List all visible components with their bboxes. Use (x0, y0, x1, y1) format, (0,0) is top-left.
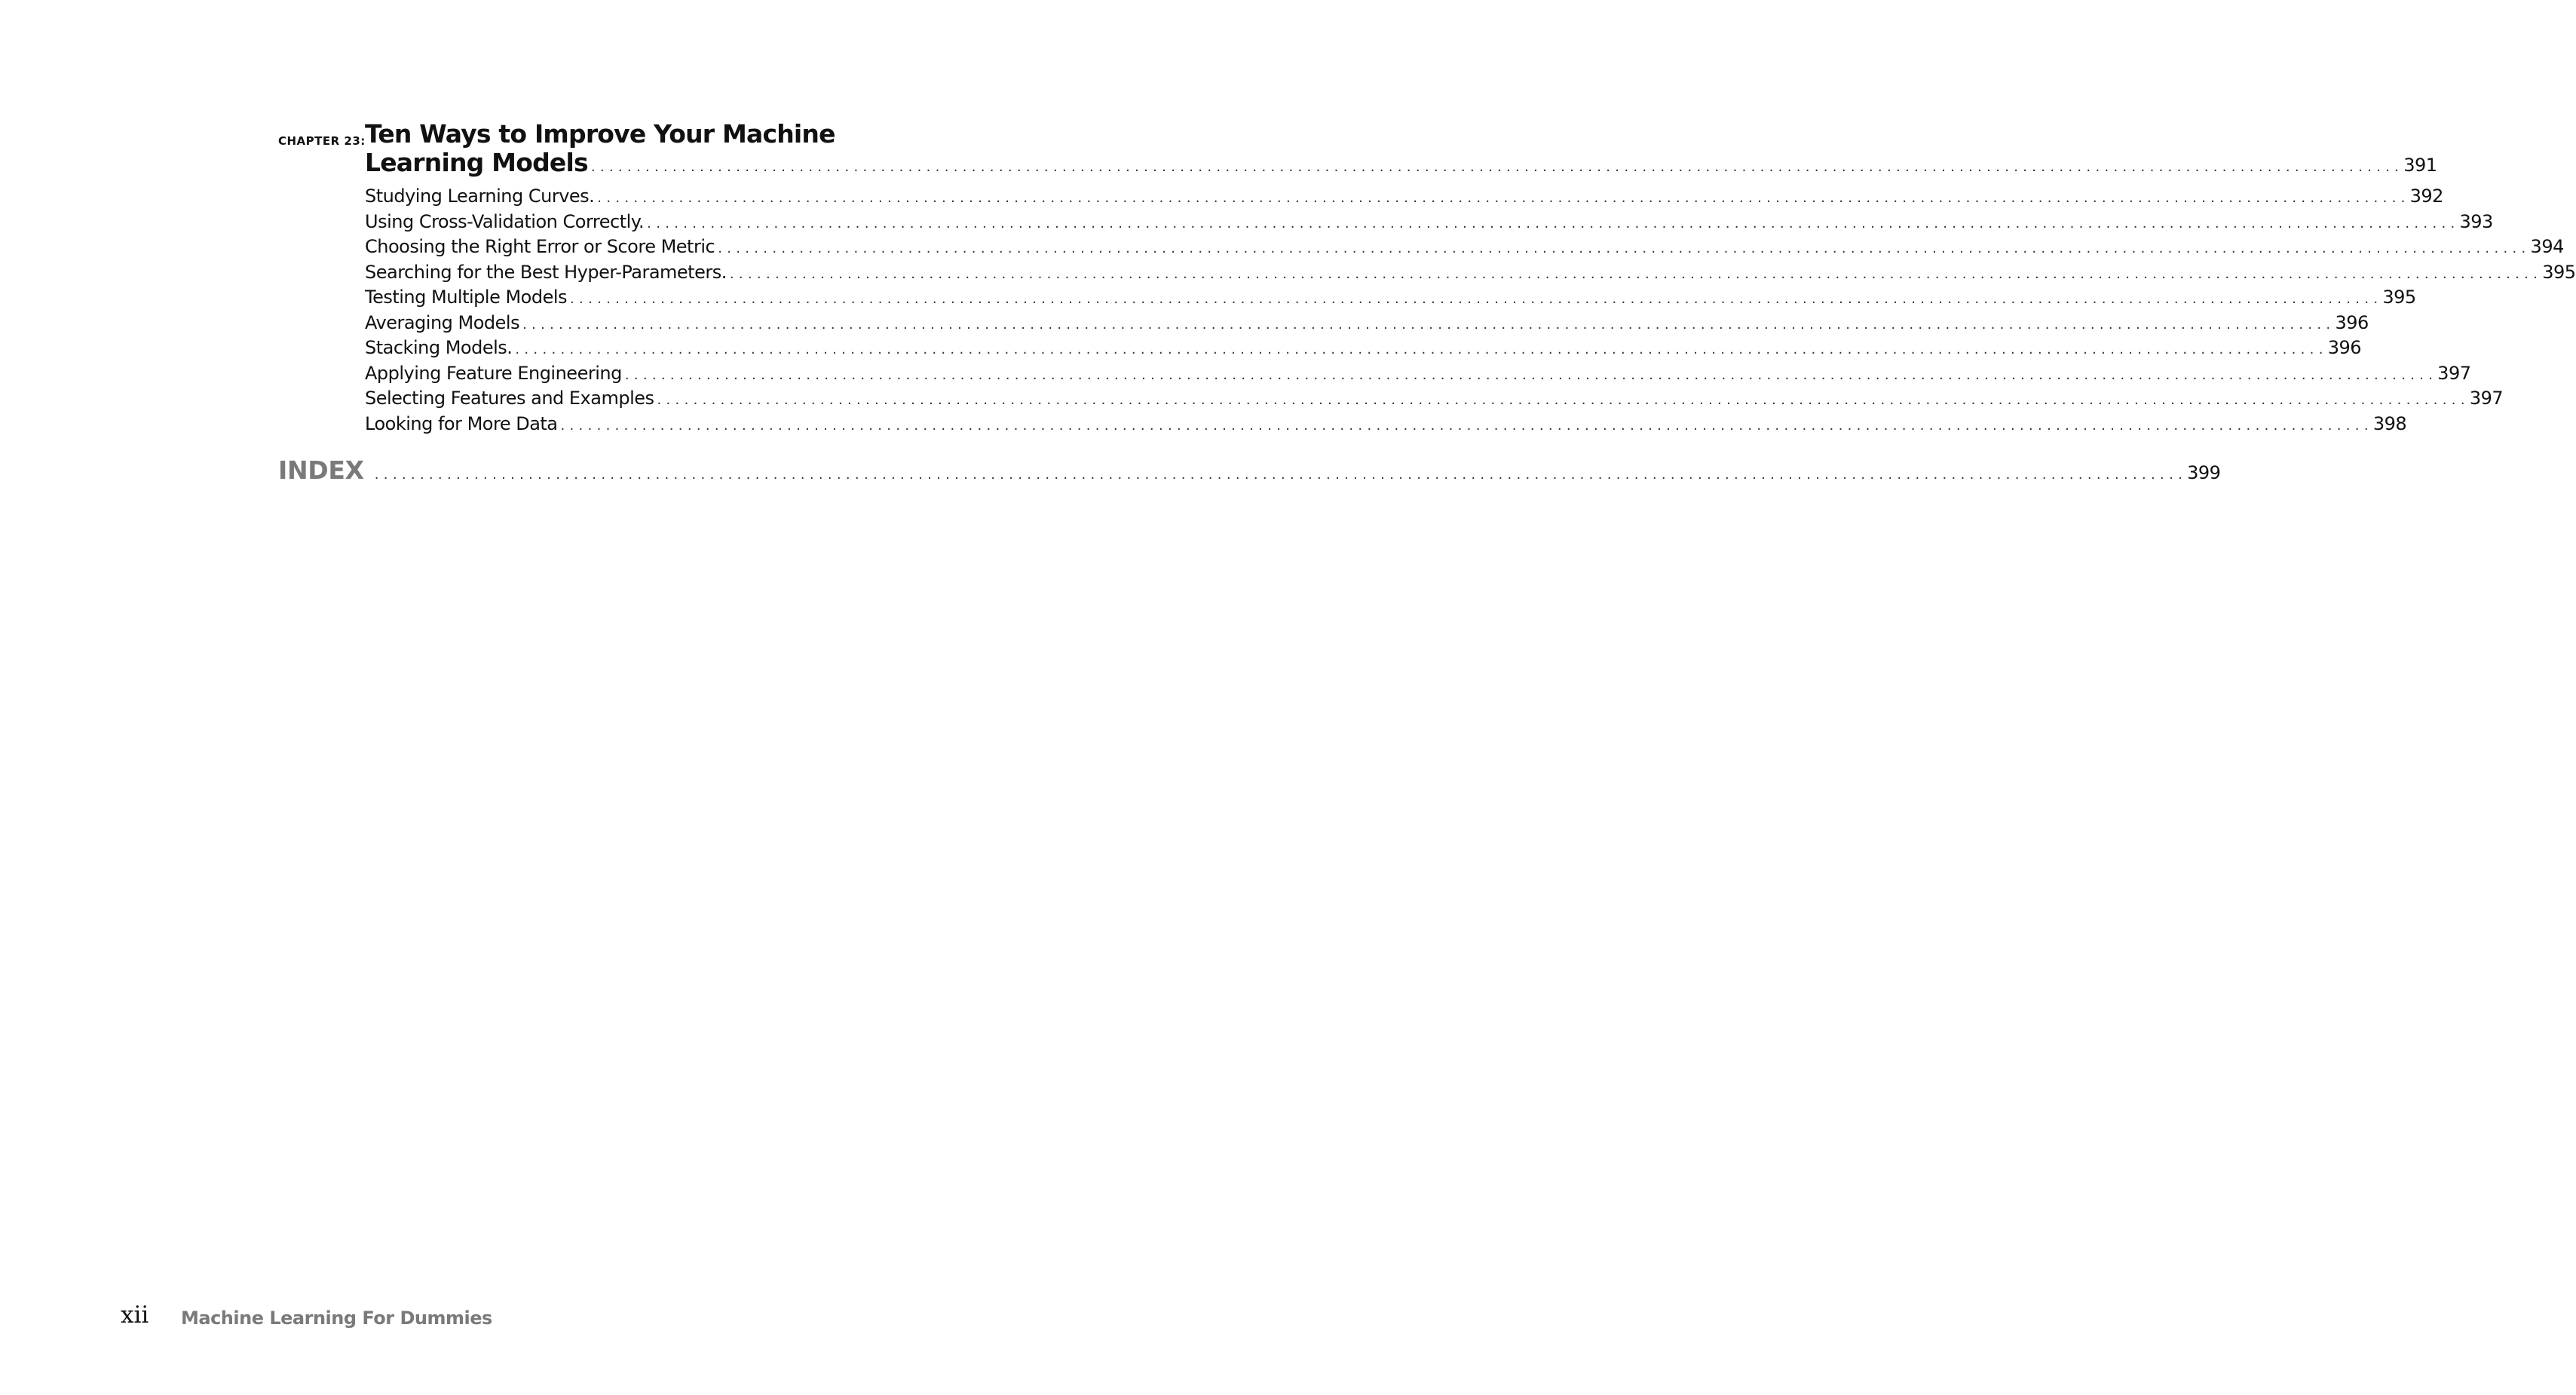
dot-leader: ........................................................................................................................................................................................................ (374, 467, 2188, 483)
section-title: Studying Learning Curves. (365, 185, 595, 207)
toc-section-entry[interactable] (365, 363, 2471, 390)
toc-section-entry[interactable] (365, 236, 2564, 263)
dot-leader: ........................................................................................................................................................................................................ (624, 367, 2438, 383)
chapter-title-continued: Learning Models (365, 148, 588, 177)
toc-section-entry[interactable] (365, 388, 2504, 415)
section-title: Testing Multiple Models (365, 287, 568, 308)
section-page-number: 398 (2372, 413, 2407, 434)
section-page-number: 395 (2542, 262, 2576, 283)
running-footer-title: Machine Learning For Dummies (181, 1308, 492, 1329)
section-title: Applying Feature Engineering (365, 363, 622, 384)
section-page-number: 395 (2382, 287, 2416, 308)
dot-leader: ........................................................................................................................................................................................................ (515, 342, 2328, 357)
toc-section-entry[interactable] (365, 312, 2369, 339)
section-page-number: 392 (2409, 185, 2443, 207)
chapter-title-entry[interactable] (365, 148, 2437, 182)
section-title: Averaging Models (365, 312, 520, 333)
dot-leader: ........................................................................................................................................................................................................ (729, 266, 2543, 282)
chapter-page-number: 391 (2403, 155, 2437, 176)
section-page-number: 397 (2469, 388, 2504, 409)
index-page-number: 399 (2187, 462, 2221, 483)
section-title: Looking for More Data (365, 413, 558, 434)
toc-section-entry[interactable] (365, 262, 2576, 289)
section-page-number: 393 (2459, 211, 2493, 232)
dot-leader: ........................................................................................................................................................................................................ (597, 190, 2410, 206)
dot-leader: ........................................................................................................................................................................................................ (522, 317, 2336, 333)
section-page-number: 397 (2437, 363, 2471, 384)
section-title: Selecting Features and Examples (365, 388, 654, 409)
chapter-title[interactable]: Ten Ways to Improve Your Machine (365, 119, 835, 149)
section-title: Choosing the Right Error or Score Metric (365, 236, 715, 257)
toc-section-entry[interactable] (365, 287, 2416, 314)
page-folio: xii (121, 1301, 149, 1329)
dot-leader: ........................................................................................................................................................................................................ (718, 241, 2531, 256)
section-page-number: 396 (2335, 312, 2369, 333)
section-title: Searching for the Best Hyper-Parameters. (365, 262, 727, 283)
toc-section-entry[interactable] (365, 413, 2407, 440)
dot-leader: ........................................................................................................................................................................................................ (590, 159, 2404, 175)
dot-leader: ........................................................................................................................................................................................................ (657, 392, 2470, 408)
index-entry[interactable] (278, 455, 2221, 490)
dot-leader: ........................................................................................................................................................................................................ (647, 216, 2460, 231)
section-title: Using Cross-Validation Correctly. (365, 211, 645, 232)
toc-section-entry[interactable] (365, 211, 2493, 238)
toc-section-entry[interactable] (365, 185, 2443, 213)
index-label: INDEX (278, 455, 364, 485)
section-title: Stacking Models. (365, 337, 513, 358)
dot-leader: ........................................................................................................................................................................................................ (560, 418, 2373, 434)
chapter-label: CHAPTER 23: (278, 134, 366, 148)
toc-section-entry[interactable] (365, 337, 2362, 364)
dot-leader: ........................................................................................................................................................................................................ (570, 291, 2383, 307)
section-page-number: 394 (2530, 236, 2564, 257)
section-page-number: 396 (2327, 337, 2362, 358)
